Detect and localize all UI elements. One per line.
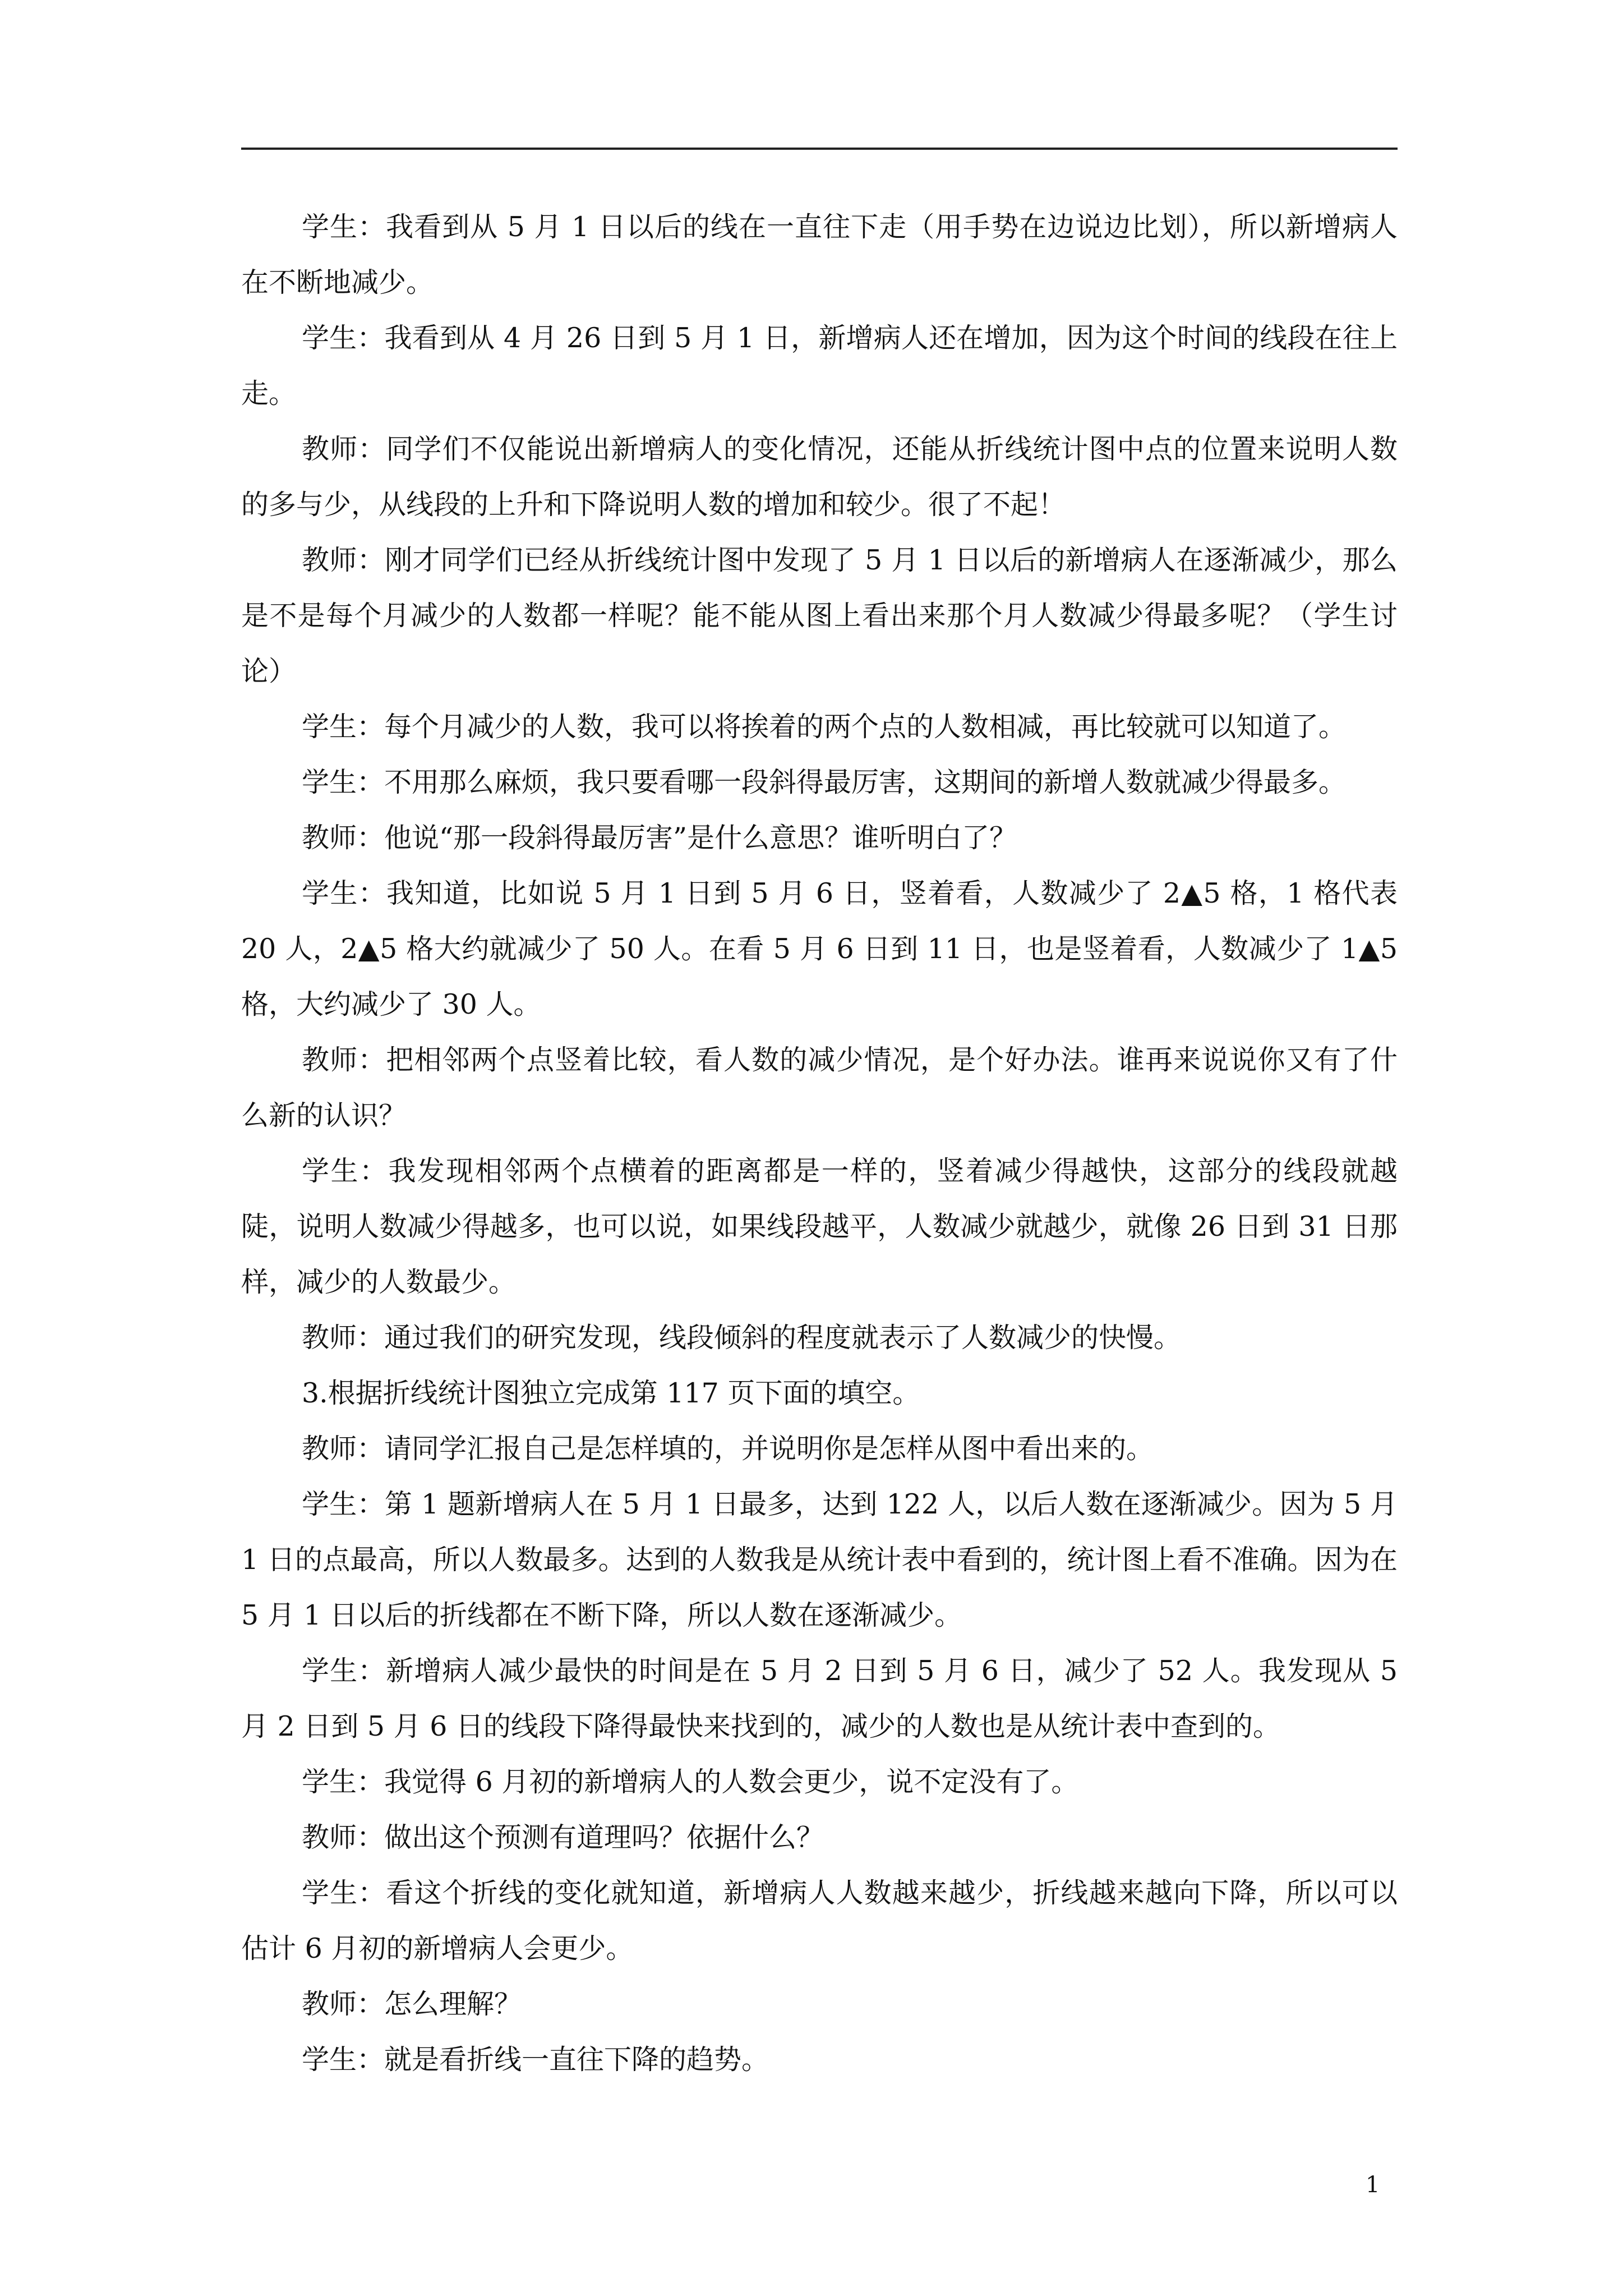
- paragraph: 3.根据折线统计图独立完成第 117 页下面的填空。: [302, 1377, 920, 1409]
- page-number: 1: [1366, 2172, 1380, 2198]
- paragraph: 学生：我看到从 5 月 1 日以后的线在一直往下走（用手势在边说边比划），所以新增病人在不断地减少。: [241, 211, 1398, 298]
- paragraph: 学生：我觉得 6 月初的新增病人的人数会更少，说不定没有了。: [302, 1766, 1079, 1798]
- paragraph: 学生：我发现相邻两个点横着的距离都是一样的，竖着减少得越快，这部分的线段就越陡，说明人数减少得越多，也可以说，如果线段越平，人数减少就越少，就像 26 日到 31 日那样，减少的人数最少。: [241, 1155, 1398, 1298]
- paragraph: 教师：刚才同学们已经从折线统计图中发现了 5 月 1 日以后的新增病人在逐渐减少，那么是不是每个月减少的人数都一样呢？能不能从图上看出来那个月人数减少得最多呢？（学生讨论）: [241, 544, 1398, 687]
- paragraph: 学生：新增病人减少最快的时间是在 5 月 2 日到 5 月 6 日，减少了 52 人。我发现从 5 月 2 日到 5 月 6 日的线段下降得最快来找到的，减少的人数也是从统计表中查到的。: [241, 1655, 1398, 1742]
- paragraph: 学生：我知道，比如说 5 月 1 日到 5 月 6 日，竖着看，人数减少了 2▲5 格，1 格代表 20 人，2▲5 格大约就减少了 50 人。在看 5 月 6 日到 11 日，也是竖着看，人数减少了 1▲5 格，大约减少了 30 人。: [241, 877, 1398, 1020]
- paragraph: 教师：通过我们的研究发现，线段倾斜的程度就表示了人数减少的快慢。: [302, 1322, 1182, 1354]
- paragraph: 学生：看这个折线的变化就知道，新增病人人数越来越少，折线越来越向下降，所以可以估计 6 月初的新增病人会更少。: [241, 1877, 1398, 1964]
- paragraph: 教师：把相邻两个点竖着比较，看人数的减少情况，是个好办法。谁再来说说你又有了什么新的认识？: [241, 1044, 1398, 1131]
- paragraph: 教师：同学们不仅能说出新增病人的变化情况，还能从折线统计图中点的位置来说明人数的多与少，从线段的上升和下降说明人数的增加和较少。很了不起！: [241, 433, 1398, 521]
- paragraph: 学生：第 1 题新增病人在 5 月 1 日最多，达到 122 人，以后人数在逐渐减少。因为 5 月 1 日的点最高，所以人数最多。达到的人数我是从统计表中看到的，统计图上看不准确。因为在 5 月 1 日以后的折线都在不断下降，所以人数在逐渐减少。: [241, 1488, 1398, 1631]
- document-body: [241, 199, 1398, 2087]
- paragraph: 学生：我看到从 4 月 26 日到 5 月 1 日，新增病人还在增加，因为这个时间的线段在往上走。: [241, 322, 1398, 409]
- paragraph: 学生：就是看折线一直往下降的趋势。: [302, 2044, 769, 2076]
- paragraph: 教师：他说“那一段斜得最厉害”是什么意思？谁听明白了？: [302, 822, 1017, 854]
- paragraph: 学生：不用那么麻烦，我只要看哪一段斜得最厉害，这期间的新增人数就减少得最多。: [302, 766, 1347, 798]
- paragraph: 教师：做出这个预测有道理吗？依据什么？: [302, 1821, 824, 1853]
- paragraph: 教师：请同学汇报自己是怎样填的，并说明你是怎样从图中看出来的。: [302, 1433, 1154, 1465]
- paragraph: 学生：每个月减少的人数，我可以将挨着的两个点的人数相减，再比较就可以知道了。: [302, 711, 1347, 743]
- paragraph: 教师：怎么理解？: [302, 1988, 522, 2020]
- header-rule: [241, 148, 1398, 150]
